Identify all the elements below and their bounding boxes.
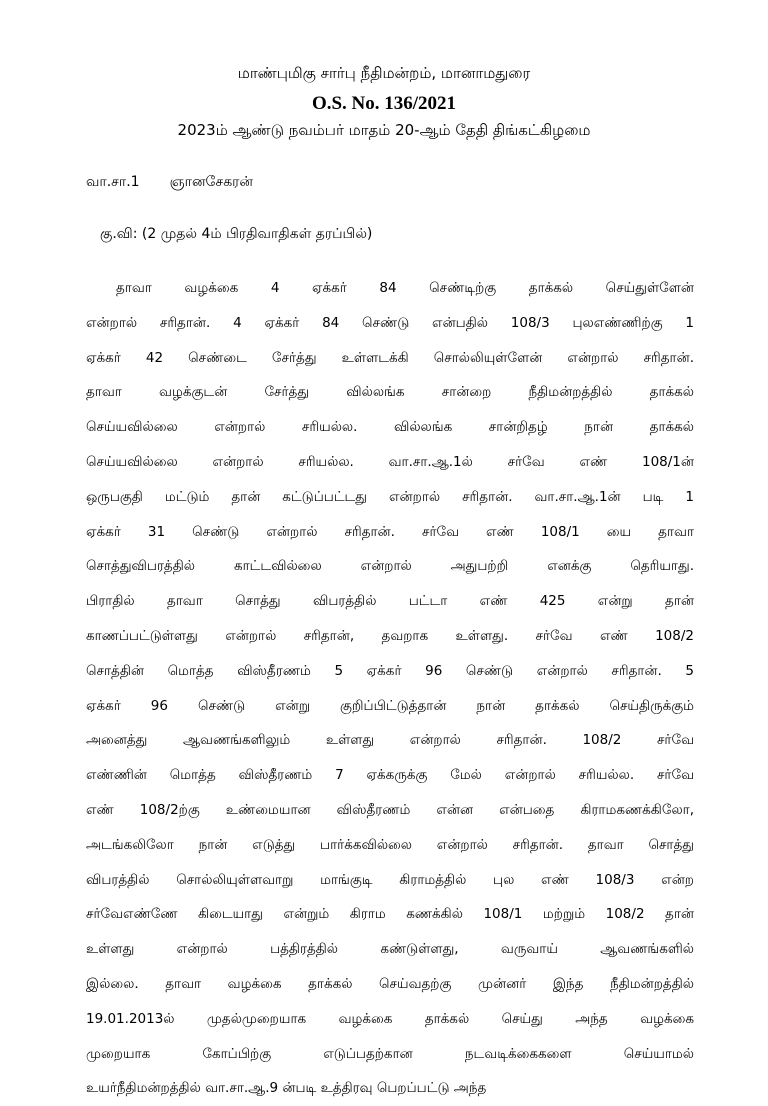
text-line: ஏக்கர் 42 செண்டை சேர்த்து உள்ளடக்கி சொல்லியுள்ளேன் என்றால் சரிதான். [86, 349, 694, 366]
hearing-date: 2023ம் ஆண்டு நவம்பர் மாதம் 20-ஆம் தேதி திங்கட்கிழமை [177, 121, 591, 139]
text-line: சொத்தின் மொத்த விஸ்தீரணம் 5 ஏக்கர் 96 செண்டு என்றால் சரிதான். 5 [86, 662, 694, 679]
witness-id: வா.சா.1 [86, 174, 140, 190]
text-line: பிராதில் தாவா சொத்து விபரத்தில் பட்டா எண் 425 என்று தான் [86, 593, 694, 610]
witness-name: ஞானசேகரன் [169, 174, 253, 190]
text-line: உயர்நீதிமன்றத்தில் வா.சா.ஆ.9 ன்படி உத்திரவு பெறப்பட்டு அந்த [86, 1080, 487, 1097]
text-line: அனைத்து ஆவணங்களிலும் உள்ளது என்றால் சரிதான். 108/2 சர்வே [86, 732, 694, 749]
text-line: செய்யவில்லை என்றால் சரியல்ல. வா.சா.ஆ.1ல் சர்வே எண் 108/1ன் [86, 453, 694, 470]
text-line: சர்வேஎண்ணே கிடையாது என்றும் கிராம கணக்கில் 108/1 மற்றும் 108/2 தான் [86, 906, 694, 923]
text-line: உள்ளது என்றால் பத்திரத்தில் கண்டுள்ளது, வருவாய் ஆவணங்களில் [86, 941, 694, 958]
witness-line [86, 174, 253, 192]
text-line: தாவா வழக்குடன் சேர்த்து வில்லங்க சான்றை நீதிமன்றத்தில் தாக்கல் [86, 384, 694, 401]
text-line: காணப்பட்டுள்ளது என்றால் சரிதான், தவறாக உள்ளது. சர்வே எண் 108/2 [86, 627, 694, 644]
text-line: முறையாக கோப்பிற்கு எடுப்பதற்கான நடவடிக்கைகளை செய்யாமல் [86, 1045, 694, 1062]
text-line: தாவா வழக்கை 4 ஏக்கர் 84 செண்டிற்கு தாக்கல் செய்துள்ளேன் [116, 280, 694, 296]
deposition-text [86, 271, 694, 1106]
text-line: அடங்கலிலோ நான் எடுத்து பார்க்கவில்லை என்றால் சரிதான். தாவா சொத்து [86, 836, 694, 853]
court-name: மாண்புமிகு சார்பு நீதிமன்றம், மானாமதுரை [237, 64, 531, 82]
text-line: இல்லை. தாவா வழக்கை தாக்கல் செய்வதற்கு முன்னர் இந்த நீதிமன்றத்தில் [86, 975, 694, 992]
text-line: 19.01.2013ல் முதல்முறையாக வழக்கை தாக்கல் செய்து அந்த வழக்கை [86, 1010, 694, 1027]
text-line: எண்ணின் மொத்த விஸ்தீரணம் 7 ஏக்கருக்கு மேல் என்றால் சரியல்ல. சர்வே [86, 767, 694, 784]
text-line: எண் 108/2ற்கு உண்மையான விஸ்தீரணம் என்ன என்பதை கிராமகணக்கிலோ, [86, 801, 694, 818]
text-line: விபரத்தில் சொல்லியுள்ளவாறு மாங்குடி கிராமத்தில் புல எண் 108/3 என்ற [86, 871, 694, 888]
text-line: ஏக்கர் 31 செண்டு என்றால் சரிதான். சர்வே எண் 108/1 யை தாவா [86, 523, 694, 540]
text-line: சொத்துவிபரத்தில் காட்டவில்லை என்றால் அதுபற்றி எனக்கு தெரியாது. [86, 558, 694, 575]
text-line: செய்யவில்லை என்றால் சரியல்ல. வில்லங்க சான்றிதழ் நான் தாக்கல் [86, 419, 694, 436]
case-number: O.S. No. 136/2021 [311, 93, 457, 114]
text-line: என்றால் சரிதான். 4 ஏக்கர் 84 செண்டு என்பதில் 108/3 புலஎண்ணிற்கு 1 [86, 314, 694, 331]
text-line: ஒருபகுதி மட்டும் தான் கட்டுப்பட்டது என்றால் சரிதான். வா.சா.ஆ.1ன் படி 1 [86, 488, 694, 505]
cross-exam-label: கு.வி: (2 முதல் 4ம் பிரதிவாதிகள் தரப்பில்) [100, 226, 373, 242]
text-line: ஏக்கர் 96 செண்டு என்று குறிப்பிட்டுத்தான் நான் தாக்கல் செய்திருக்கும் [86, 697, 694, 714]
